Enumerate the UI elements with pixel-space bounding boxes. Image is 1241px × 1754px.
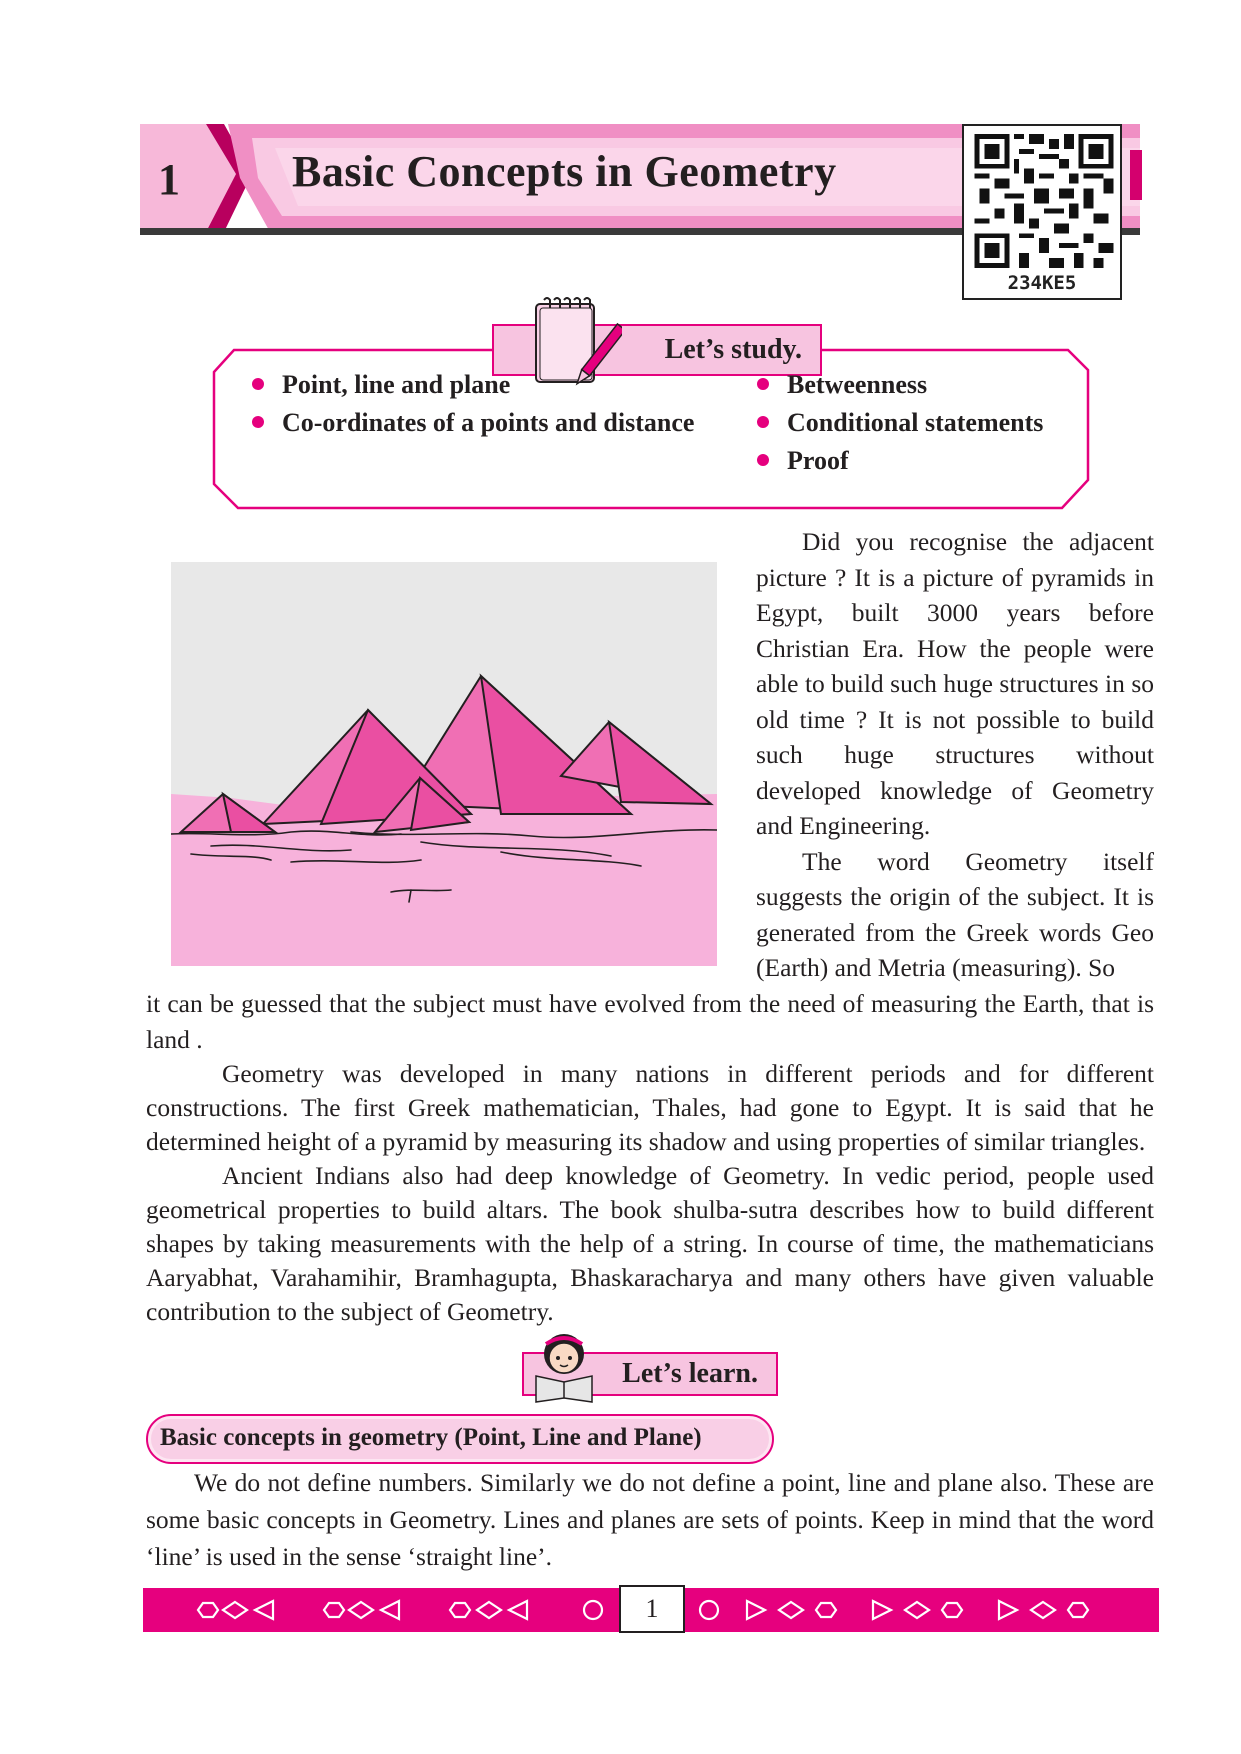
lets-study-label: Let’s study. — [664, 334, 802, 365]
intro-paragraph-2-start: The word Geometry itself suggests the origin of the subject. It is generated from the Greek words Geo (Earth) and Metria (measuring). So — [756, 846, 1154, 982]
bullet-icon — [757, 378, 769, 390]
topic-point-line-plane: Point, line and plane — [252, 370, 510, 400]
intro-text-column — [756, 524, 1154, 986]
intro-paragraph-1: Did you recognise the adjacent picture ? It is a picture of pyramids in Egypt, built 3000 years before Christian Era. How the people were able to build such huge structures in so old time ? It is not possible to build such huge structures without developed knowledge of Geometry and Engineering. — [756, 527, 1154, 840]
section-heading — [146, 1414, 774, 1464]
body-text — [146, 986, 1154, 1329]
lets-study-box — [212, 318, 1090, 512]
bullet-icon — [252, 416, 264, 428]
paragraph-2-end: it can be guessed that the subject must have evolved from the need of measuring the Earth, that is land . — [146, 989, 1154, 1054]
notepad-pencil-icon — [530, 296, 622, 396]
paragraph-4: Ancient Indians also had deep knowledge of Geometry. In vedic period, people used geometrical properties to build altars. The book shulba-sutra describes how to build different shapes by taking measurements with the help of a string. In course of time, the mathematicians Aaryabhat, Varahamihir, Bramhagupta, Bhaskaracharya and many others have given valuable contribution to the subject of Geometry. — [146, 1161, 1154, 1326]
bullet-icon — [757, 416, 769, 428]
bullet-icon — [252, 378, 264, 390]
topic-coordinates-distance: Co-ordinates of a points and distance — [252, 408, 694, 438]
learn-text — [146, 1464, 1154, 1575]
qr-code-image — [974, 134, 1114, 268]
qr-code[interactable] — [962, 124, 1122, 300]
lets-learn-label: Let’s learn. — [622, 1358, 758, 1389]
bullet-icon — [757, 454, 769, 466]
paragraph-3: Geometry was developed in many nations in different periods and for different constructions. The first Greek mathematician, Thales, had gone to Egypt. It is said that he determined height of a pyramid by measuring its shadow and using properties of similar triangles. — [146, 1059, 1154, 1156]
pyramids-illustration — [171, 562, 717, 966]
section-heading-label: Basic concepts in geometry (Point, Line and Plane) — [160, 1424, 702, 1451]
topic-conditional-statements: Conditional statements — [757, 408, 1043, 438]
reading-girl-icon — [530, 1332, 598, 1404]
page-number: 1 — [645, 1594, 659, 1623]
topic-proof: Proof — [757, 446, 849, 476]
chapter-title: Basic Concepts in Geometry — [292, 147, 837, 196]
chapter-number: 1 — [158, 155, 180, 204]
learn-paragraph: We do not define numbers. Similarly we do not define a point, line and plane also. These are some basic concepts in Geometry. Lines and planes are sets of points. Keep in mind that the word ‘line’ is used in the sense ‘straight line’. — [146, 1468, 1154, 1571]
page-number-box — [619, 1585, 685, 1633]
qr-code-label: 234KE5 — [1007, 272, 1077, 294]
topic-betweenness: Betweenness — [757, 370, 927, 400]
footer-bar — [143, 1588, 1159, 1632]
